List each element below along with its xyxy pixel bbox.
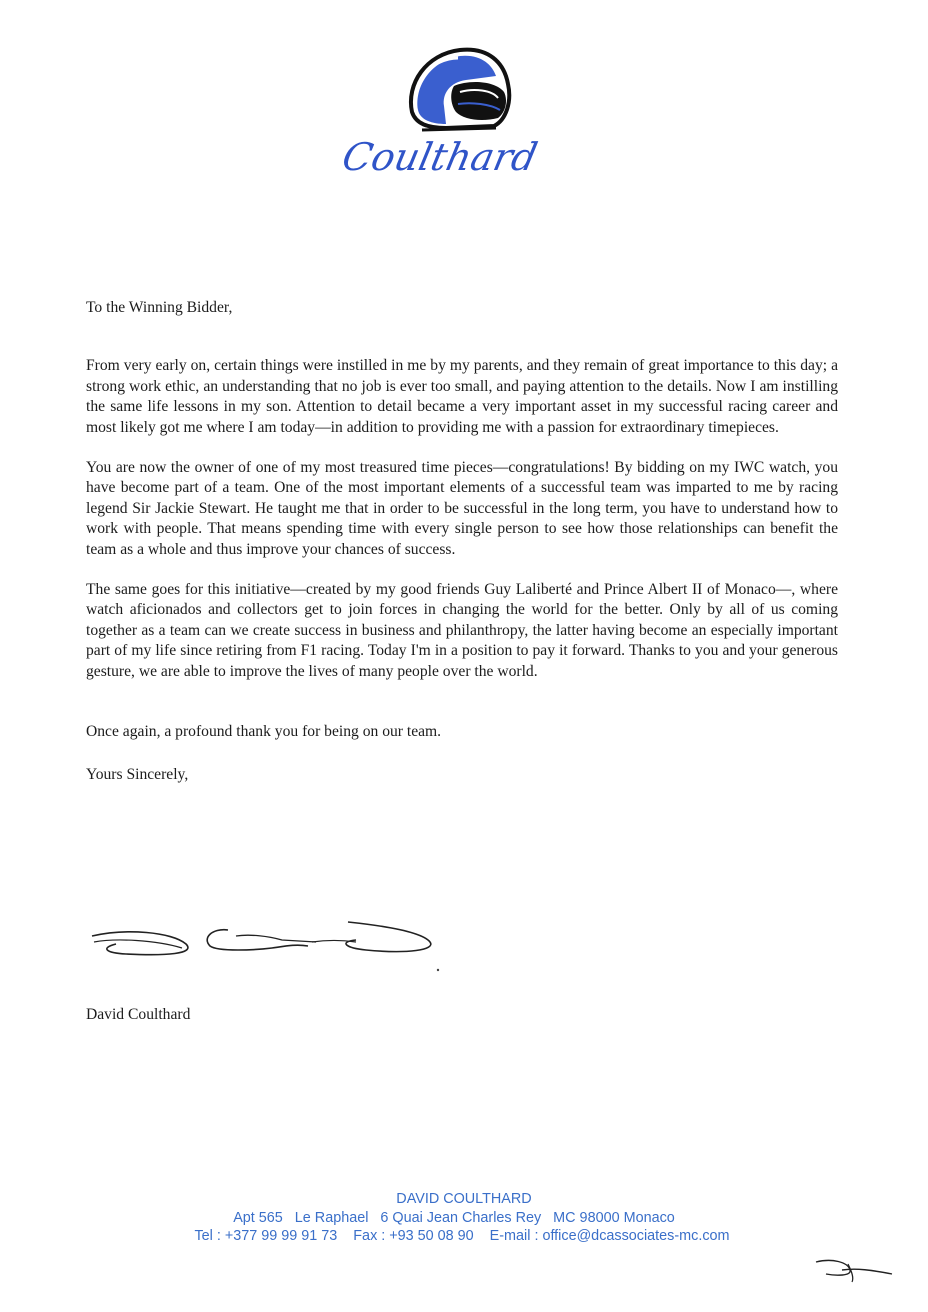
paragraph-2: You are now the owner of one of my most treasured time pieces—congratulations! By bidding on my IWC watch, you have become part of a team. One of the most important elements of a successful team was imparted to me by racing legend Sir Jackie Stewart. He taught me that in order to be successful in the long term, you have to understand how to work with people. That means spending time with every single person to see how those relationships can benefit the team as a whole and thus improve your chances of success. [86, 459, 838, 558]
letter-body [86, 298, 838, 785]
handwritten-signature [86, 912, 446, 982]
salutation: To the Winning Bidder, [86, 299, 233, 316]
footer-contact: Tel : +377 99 99 91 73 Fax : +93 50 08 90 E-mail : office@dcassociates-mc.com [194, 1228, 730, 1245]
initials-mark [812, 1252, 896, 1288]
logo-wordmark: Coulthard [338, 135, 542, 180]
footer-name: DAVID COULTHARD [396, 1191, 532, 1207]
letterhead-footer [0, 1190, 928, 1246]
initials-icon [812, 1252, 896, 1288]
paragraph-3: The same goes for this initiative—created by my good friends Guy Laliberté and Prince Albert II of Monaco—, where watch aficionados and collectors get to join forces in changing the world for the better. Only by all of us coming together as a team can we create success in business and philanthropy, the latter having become an especially important part of my life since retiring from F1 racing. Today I'm in a position to pay it forward. Thanks to you and your generous gesture, we are able to improve the lives of many people over the world. [86, 581, 838, 680]
paragraph-1: From very early on, certain things were instilled in me by my parents, and they remain of great importance to this day; a strong work ethic, an understanding that no job is ever too small, and paying attention to the details. Now I am instilling the same life lessons in my son. Attention to detail became a very important asset in my successful racing career and most likely got me where I am today—in addition to providing me with a passion for extraordinary timepieces. [86, 357, 838, 436]
signature-icon [86, 912, 446, 982]
letterhead-logo [338, 40, 562, 190]
closing-line: Once again, a profound thank you for being on our team. [86, 723, 442, 741]
footer-address: Apt 565 Le Raphael 6 Quai Jean Charles Rey MC 98000 Monaco [233, 1209, 675, 1226]
valediction: Yours Sincerely, [86, 765, 189, 783]
signer-name: David Coulthard [86, 1006, 191, 1023]
racing-helmet-icon [338, 40, 562, 190]
